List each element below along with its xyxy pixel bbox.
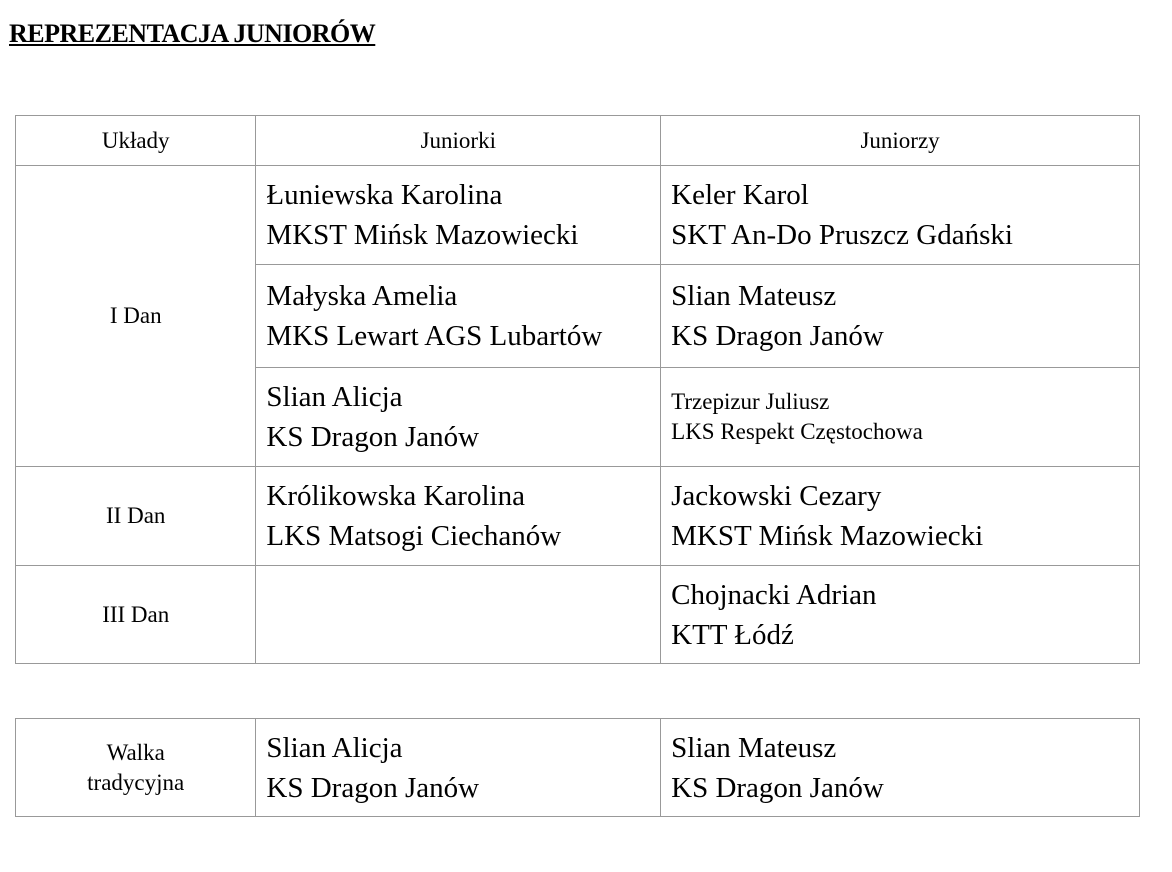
juniorka-cell: [256, 566, 661, 664]
athlete-name: Slian Alicja: [266, 381, 403, 413]
athlete-club: KS Dragon Janów: [266, 421, 480, 453]
athlete-name: Łuniewska Karolina: [266, 179, 503, 211]
athlete-club: LKS Respekt Częstochowa: [671, 419, 923, 444]
junior-cell: [661, 719, 1140, 817]
athlete-club: MKST Mińsk Mazowiecki: [671, 520, 984, 552]
athlete-club: KS Dragon Janów: [671, 320, 884, 352]
athlete-club: KS Dragon Janów: [671, 771, 884, 804]
juniorka-cell: [256, 467, 661, 566]
table-row: [16, 719, 1140, 817]
athlete-name: Jackowski Cezary: [671, 480, 882, 512]
athlete-name: Małyska Amelia: [266, 280, 458, 312]
junior-cell: [661, 368, 1140, 467]
header-uklady: Układy: [16, 116, 256, 166]
category-cell: II Dan: [16, 467, 256, 566]
category-cell: III Dan: [16, 566, 256, 664]
athlete-name: Slian Mateusz: [671, 731, 837, 764]
page-title: REPREZENTACJA JUNIORÓW: [9, 19, 376, 48]
junior-cell: [661, 166, 1140, 265]
header-juniorzy: Juniorzy: [661, 116, 1140, 166]
junior-cell: [661, 467, 1140, 566]
juniorka-cell: [256, 719, 661, 817]
category-cell: [16, 719, 256, 817]
header-row: [16, 116, 1140, 166]
table-row: [16, 166, 1140, 265]
junior-cell: [661, 265, 1140, 368]
athlete-club: KS Dragon Janów: [266, 771, 480, 804]
header-juniorki: Juniorki: [256, 116, 661, 166]
category-line: tradycyjna: [87, 769, 185, 795]
athlete-name: Królikowska Karolina: [266, 480, 525, 512]
athlete-club: MKS Lewart AGS Lubartów: [266, 320, 603, 352]
athlete-name: Slian Alicja: [266, 731, 403, 764]
table-row: [16, 467, 1140, 566]
athlete-name: Keler Karol: [671, 179, 809, 211]
table-row: [16, 566, 1140, 664]
juniorka-cell: [256, 368, 661, 467]
category-cell: I Dan: [16, 166, 256, 467]
athlete-club: KTT Łódź: [671, 618, 794, 651]
team-table: [15, 115, 1140, 664]
category-line: Walka: [106, 739, 165, 765]
walka-table: [15, 718, 1140, 817]
athlete-club: MKST Mińsk Mazowiecki: [266, 219, 579, 251]
juniorka-cell: [256, 166, 661, 265]
junior-cell: [661, 566, 1140, 664]
juniorka-cell: [256, 265, 661, 368]
athlete-name: Chojnacki Adrian: [671, 578, 877, 611]
athlete-club: LKS Matsogi Ciechanów: [266, 520, 562, 552]
athlete-club: SKT An-Do Pruszcz Gdański: [671, 219, 1013, 251]
athlete-name: Trzepizur Juliusz: [671, 389, 830, 414]
athlete-name: Slian Mateusz: [671, 280, 837, 312]
